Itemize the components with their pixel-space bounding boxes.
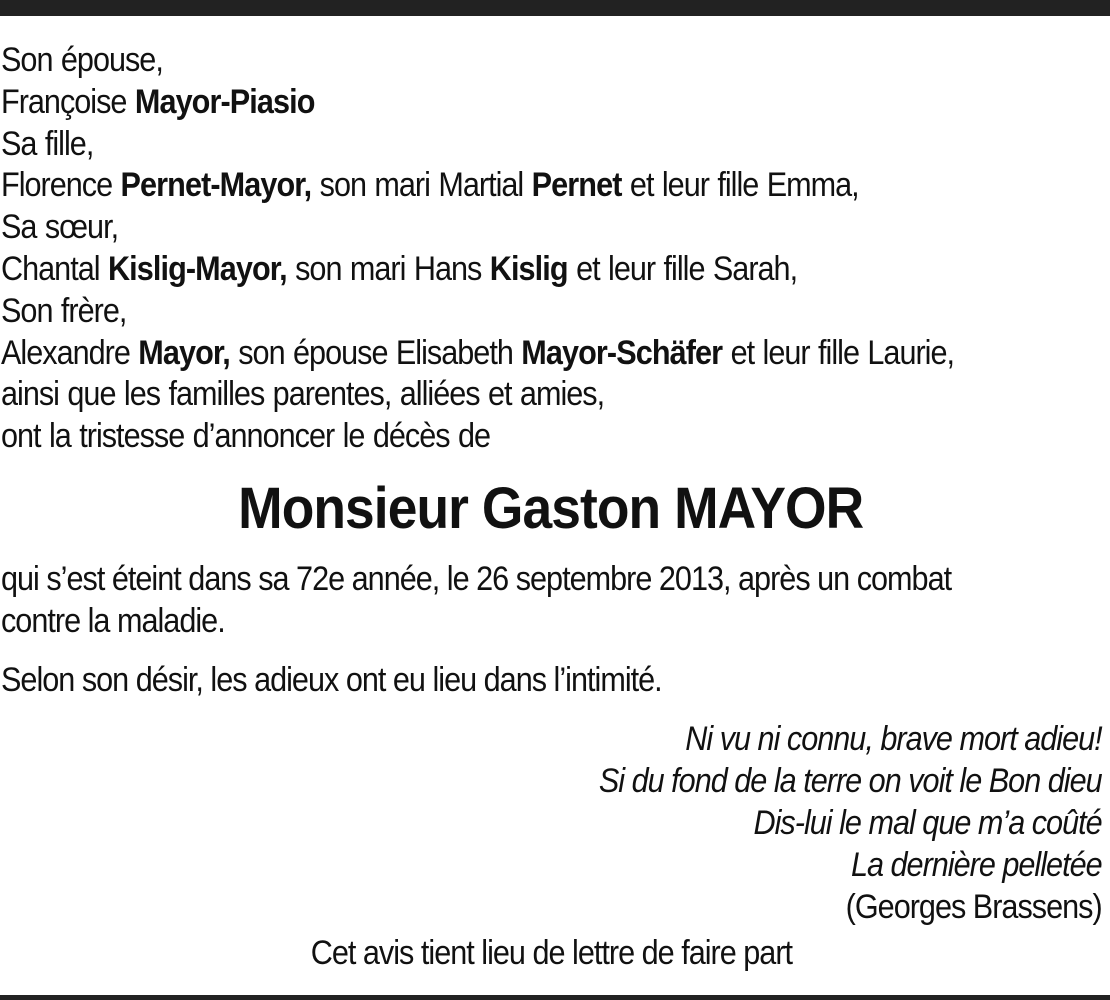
bottom-rule bbox=[0, 995, 1110, 1000]
family-name: Kislig bbox=[489, 249, 568, 288]
poem-line: Ni vu ni connu, brave mort adieu! bbox=[685, 720, 1102, 758]
closing-note: Cet avis tient lieu de lettre de faire part bbox=[310, 934, 792, 972]
family-line: ont la tristesse d’annoncer le décès de bbox=[1, 417, 491, 456]
top-rule bbox=[0, 0, 1110, 16]
deceased-name-heading: Monsieur Gaston MAYOR bbox=[238, 476, 864, 541]
family-line: Françoise Mayor-Piasio bbox=[1, 82, 315, 121]
family-name: Pernet-Mayor, bbox=[120, 166, 312, 205]
family-line: Alexandre Mayor, son épouse Elisabeth Mayor-Schäfer et leur fille Laurie, bbox=[1, 333, 955, 372]
family-name: Mayor-Piasio bbox=[134, 82, 315, 121]
poem-author: (Georges Brassens) bbox=[846, 888, 1102, 926]
family-name: Pernet bbox=[531, 166, 622, 205]
death-details bbox=[1, 558, 951, 642]
family-line: Sa fille, bbox=[1, 124, 94, 163]
death-details-line: contre la maladie. bbox=[1, 602, 225, 640]
poem-line: Dis-lui le mal que m’a coûté bbox=[753, 804, 1102, 842]
poem-line: La dernière pelletée bbox=[851, 846, 1102, 884]
family-line: Florence Pernet-Mayor, son mari Martial Pernet et leur fille Emma, bbox=[1, 166, 859, 205]
family-name: Kislig-Mayor, bbox=[107, 249, 287, 288]
family-line: ainsi que les familles parentes, alliées et amies, bbox=[1, 375, 605, 414]
farewell-text: Selon son désir, les adieux ont eu lieu dans l’intimité. bbox=[1, 661, 662, 699]
poem-line: Si du fond de la terre on voit le Bon dieu bbox=[599, 762, 1102, 800]
death-details-line: qui s’est éteint dans sa 72e année, le 26 septembre 2013, après un combat bbox=[1, 560, 952, 598]
family-line: Sa sœur, bbox=[1, 208, 119, 247]
family-name: Mayor, bbox=[138, 333, 230, 372]
family-line: Chantal Kislig-Mayor, son mari Hans Kislig et leur fille Sarah, bbox=[1, 249, 798, 288]
family-line: Son épouse, bbox=[1, 41, 163, 79]
family-line: Son frère, bbox=[1, 291, 127, 330]
poem-quote bbox=[543, 718, 1102, 928]
family-name: Mayor-Schäfer bbox=[521, 333, 723, 372]
family-list bbox=[1, 40, 996, 458]
